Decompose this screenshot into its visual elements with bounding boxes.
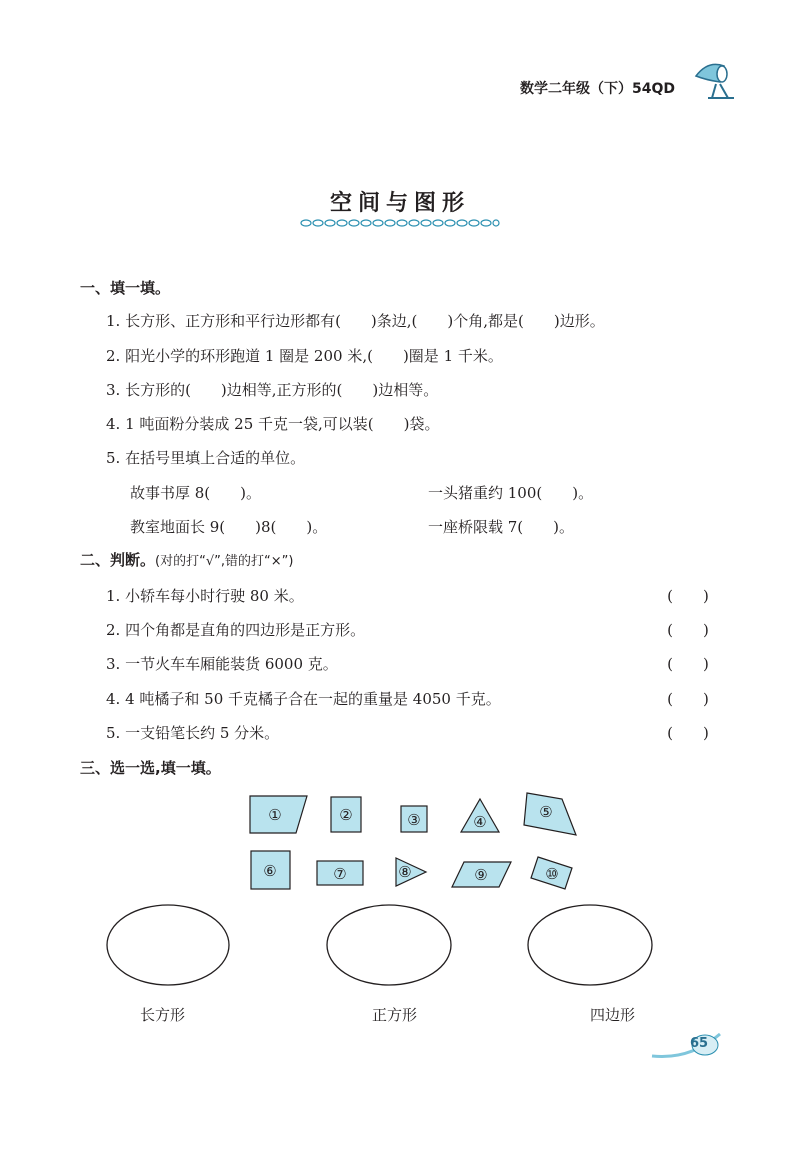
section2-heading (80, 549, 293, 570)
svg-text:⑦: ⑦ (333, 865, 347, 883)
judge-answer-2[interactable]: ( ) (667, 621, 709, 639)
ellipses-figure (0, 900, 800, 1000)
telescope-logo-icon (690, 56, 740, 101)
section1-question-1: 1. 长方形、正方形和平行边形都有( )条边,( )个角,都是( )边形。 (106, 312, 605, 330)
ellipse-square-set (327, 905, 451, 985)
shape-9-parallelogram (452, 862, 511, 887)
shape-1-trapezoid (250, 796, 307, 833)
judge-answer-5[interactable]: ( ) (667, 724, 709, 742)
unit-item-bridge: 一座桥限载 7( )。 (428, 518, 575, 536)
section2-note: (对的打“√”,错的打“×”) (155, 554, 294, 569)
svg-text:⑥: ⑥ (263, 862, 277, 880)
section1-question-5: 5. 在括号里填上合适的单位。 (106, 449, 306, 467)
shapes-figure (0, 780, 800, 900)
ellipse-quadrilateral-set (528, 905, 652, 985)
svg-text:⑩: ⑩ (545, 865, 559, 883)
judge-answer-4[interactable]: ( ) (667, 690, 709, 708)
shape-8-triangle (396, 858, 426, 886)
judge-question-4: 4. 4 吨橘子和 50 千克橘子合在一起的重量是 4050 千克。 (106, 690, 501, 708)
shape-5-quadrilateral (524, 793, 576, 835)
unit-item-pig: 一头猪重约 100( )。 (428, 484, 594, 502)
svg-text:⑨: ⑨ (474, 866, 488, 884)
svg-text:①: ① (268, 806, 282, 824)
svg-text:③: ③ (407, 811, 421, 829)
shape-10-rhombus (531, 857, 572, 889)
judge-question-5: 5. 一支铅笔长约 5 分米。 (106, 724, 280, 742)
page-number: 65 (690, 1036, 709, 1051)
ellipse-label-rectangle: 长方形 (140, 1006, 186, 1024)
svg-text:②: ② (339, 806, 353, 824)
section2-heading-text: 二、判断。 (80, 551, 156, 569)
svg-text:⑤: ⑤ (539, 803, 553, 821)
unit-item-book: 故事书厚 8( )。 (130, 484, 262, 502)
title-underline-decoration (300, 218, 500, 228)
section3-heading: 三、选一选,填一填。 (80, 759, 221, 777)
judge-answer-1[interactable]: ( ) (667, 587, 709, 605)
judge-question-3: 3. 一节火车车厢能装货 6000 克。 (106, 655, 338, 673)
section1-question-3: 3. 长方形的( )边相等,正方形的( )边相等。 (106, 381, 439, 399)
judge-question-1: 1. 小轿车每小时行驶 80 米。 (106, 587, 304, 605)
ellipse-label-quadrilateral: 四边形 (590, 1006, 636, 1024)
shape-3-square (401, 806, 427, 832)
svg-text:④: ④ (473, 813, 487, 831)
shape-7-rectangle (317, 861, 363, 885)
page-title: 空间与图形 (329, 191, 470, 216)
judge-question-2: 2. 四个角都是直角的四边形是正方形。 (106, 621, 366, 639)
book-header: 数学二年级（下）54QD (520, 81, 676, 97)
section1-question-4: 4. 1 吨面粉分装成 25 千克一袋,可以装( )袋。 (106, 415, 440, 433)
shape-4-triangle (461, 799, 499, 832)
ellipse-rectangle-set (107, 905, 229, 985)
shape-6-square (251, 851, 290, 889)
section1-question-2: 2. 阳光小学的环形跑道 1 圈是 200 米,( )圈是 1 千米。 (106, 347, 503, 365)
svg-text:⑧: ⑧ (398, 863, 412, 881)
unit-item-classroom: 教室地面长 9( )8( )。 (130, 518, 328, 536)
shape-2-square (331, 797, 361, 832)
ellipse-label-square: 正方形 (372, 1006, 418, 1024)
judge-answer-3[interactable]: ( ) (667, 655, 709, 673)
section1-heading: 一、填一填。 (80, 279, 171, 297)
